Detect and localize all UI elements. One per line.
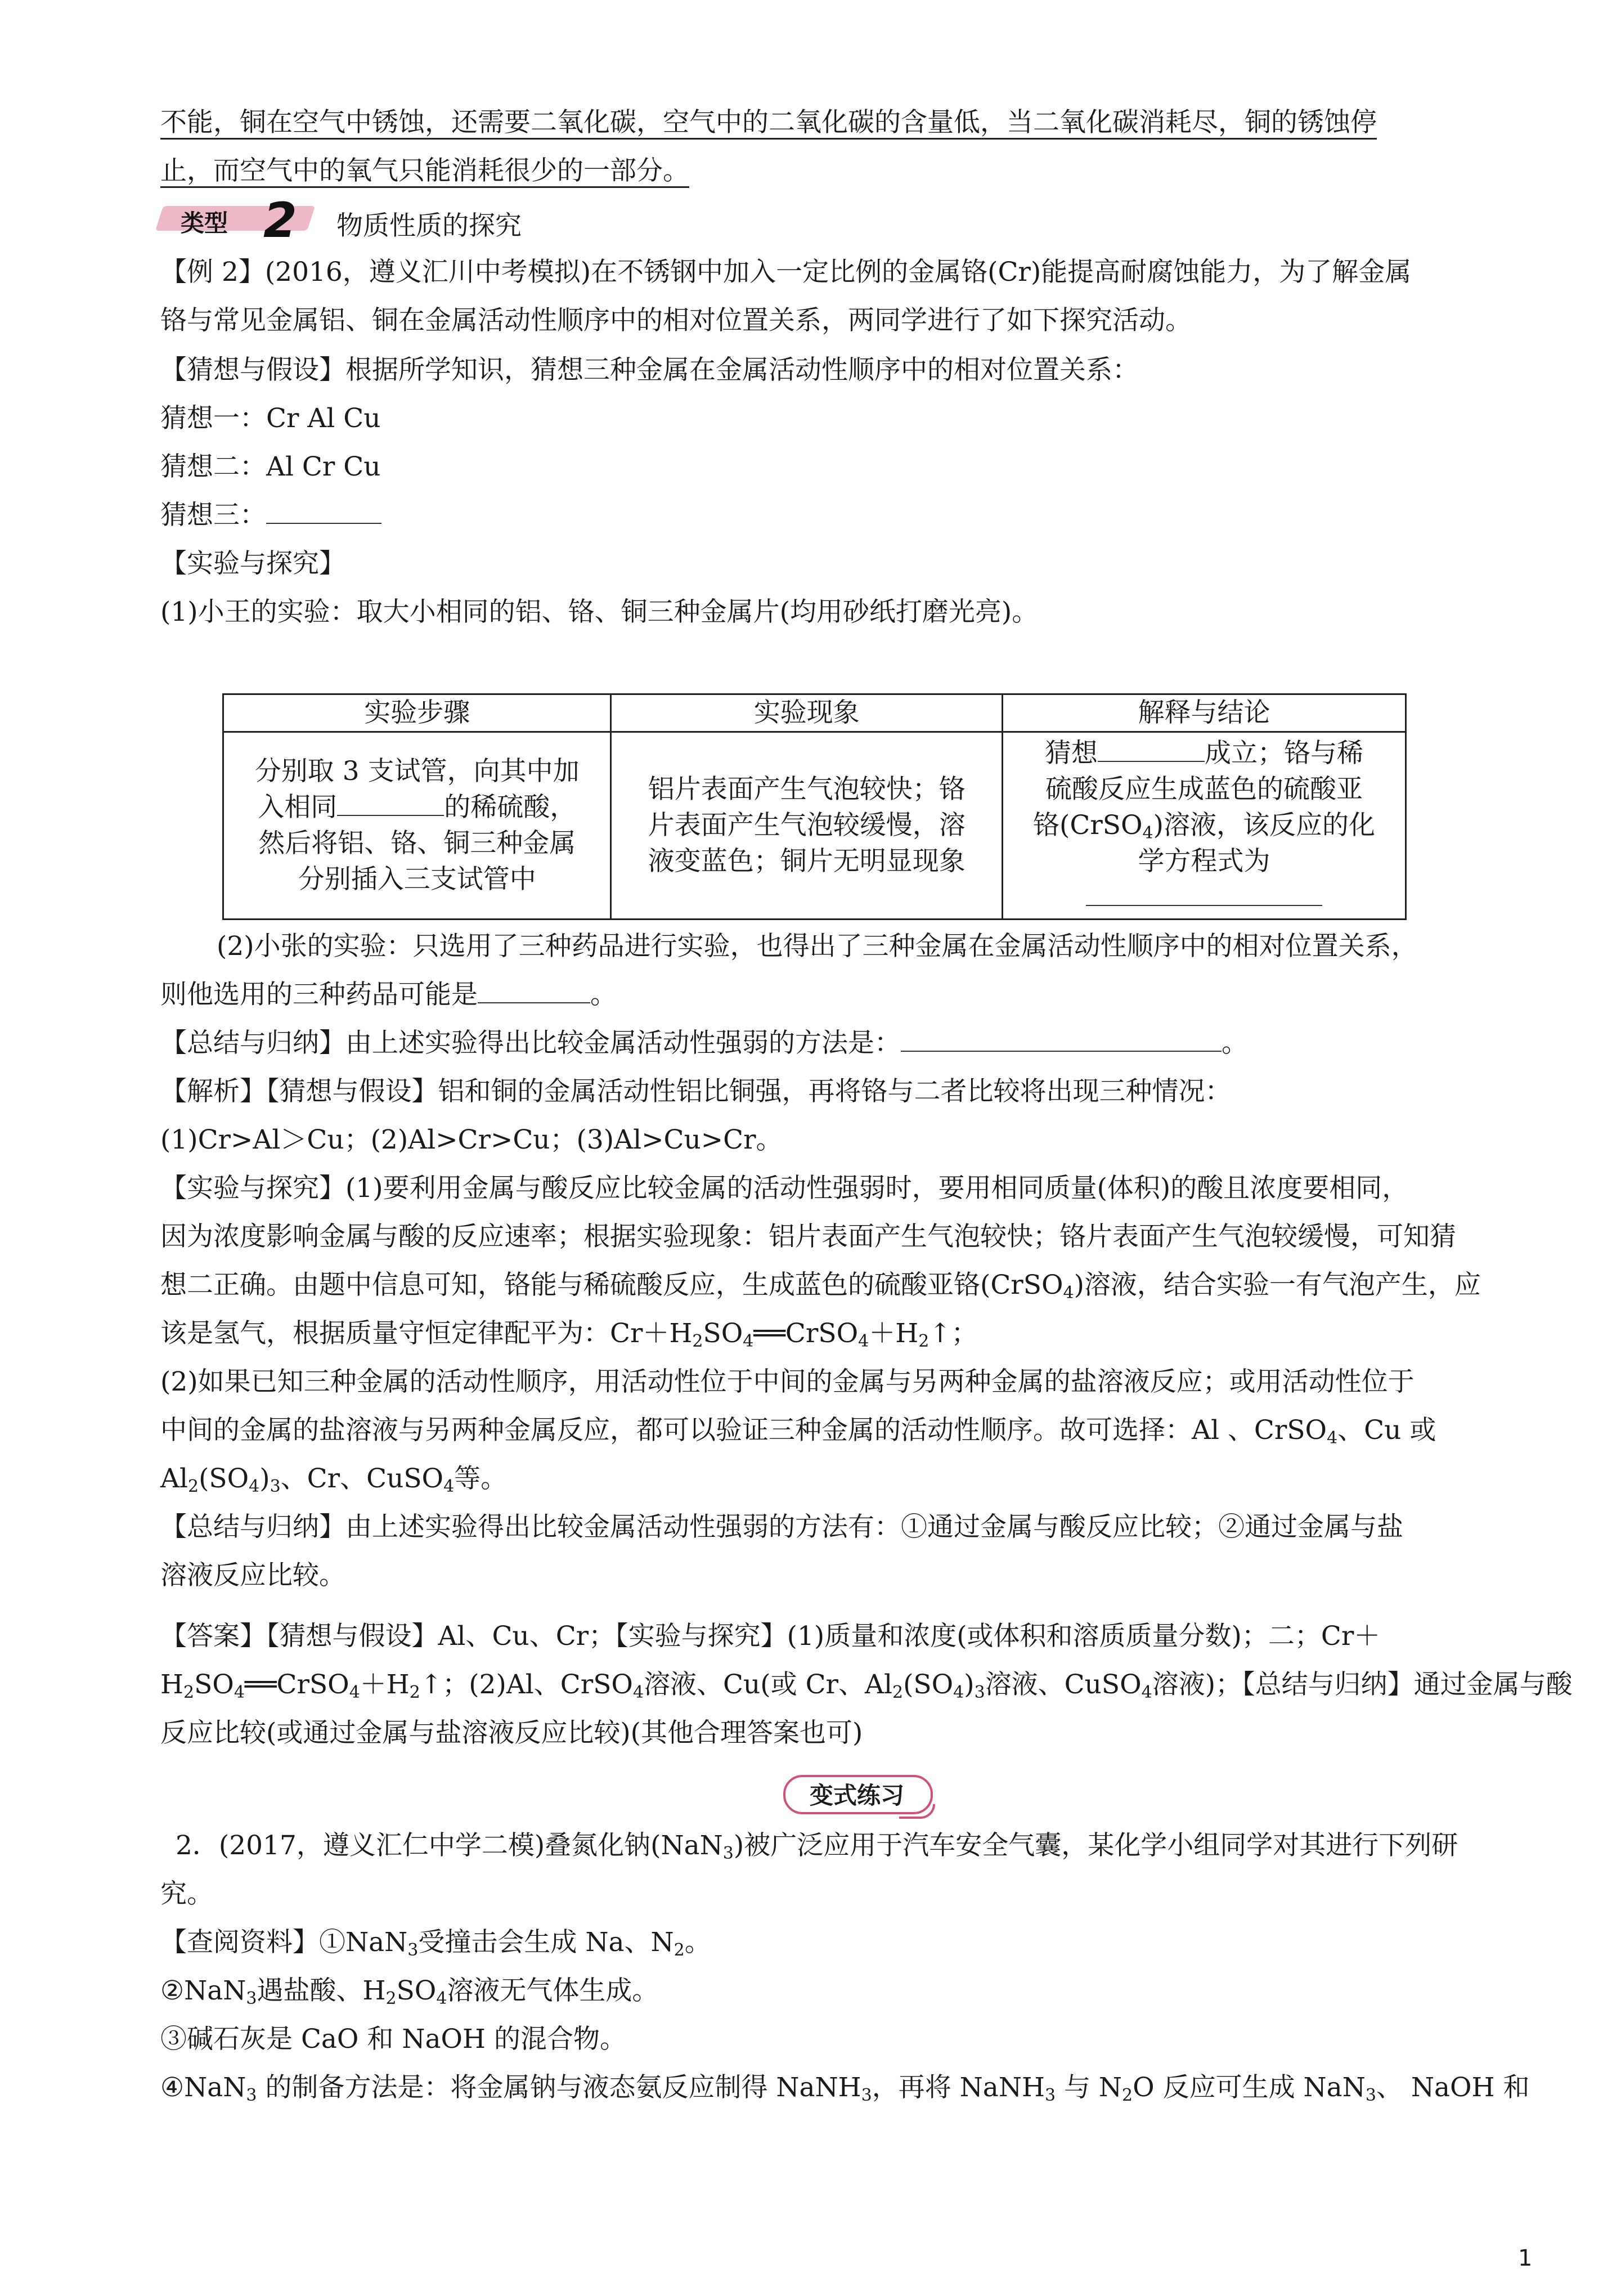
analysis-line-7: (2)如果已知三种金属的活动性顺序，用活动性位于中间的金属与另两种金属的盐溶液反应；或用活动性位于 (160, 1366, 1415, 1397)
acid-blank[interactable] (337, 792, 444, 816)
analysis-line-11: 溶液反应比较。 (160, 1560, 345, 1591)
page-number: 1 (1518, 2245, 1533, 2271)
analysis-line-5: 想二正确。由题中信息可知，铬能与稀硫酸反应，生成蓝色的硫酸亚铬(CrSO$_4$)溶液，结合实验一有气泡产生，应 (160, 1270, 1481, 1303)
section-title: 物质性质的探究 (336, 210, 522, 241)
analysis-line-4: 因为浓度影响金属与酸的反应速率；根据实验现象：铝片表面产生气泡较快；铬片表面产生气泡较缓慢，可知猜 (160, 1221, 1456, 1252)
guess-3-blank[interactable] (266, 500, 381, 524)
example-line-2: 铬与常见金属铝、铜在金属活动性顺序中的相对位置关系，两同学进行了如下探究活动。 (160, 305, 1192, 336)
answer-line-2: $H_2SO_4══CrSO_4+H_2↑$；(2)Al、CrSO$_4$溶液、Cu(或 Cr、$Al_2(SO_4)_3$溶液、CuSO$_4$溶液)；【总结与归纳】通过金属与酸 (160, 1669, 1573, 1702)
header-steps: 实验步骤 (223, 694, 611, 732)
guess-2: 猜想二：Al Cr Cu (160, 451, 381, 482)
cell-phenomenon: 铝片表面产生气泡较快；铬 片表面产生气泡较缓慢，溶 液变蓝色；铜片无明显现象 (611, 732, 1003, 920)
xiaozhang-line-1: (2)小张的实验：只选用了三种药品进行实验，也得出了三种金属在金属活动性顺序中的相对位置关系， (217, 931, 1418, 962)
table-row (223, 732, 1406, 920)
experiment-heading: 【实验与探究】 (160, 548, 345, 579)
experiment-table (222, 693, 1407, 920)
intro-line-1: 不能，铜在空气中锈蚀，还需要二氧化碳，空气中的二氧化碳的含量低，当二氧化碳消耗尽，铜的锈蚀停 (160, 105, 1533, 141)
q2-line-5: ③碱石灰是 CaO 和 NaOH 的混合物。 (160, 2024, 626, 2055)
header-phenomenon: 实验现象 (611, 694, 1003, 732)
xiaowang-experiment: (1)小王的实验：取大小相同的铝、铬、铜三种金属片(均用砂纸打磨光亮)。 (160, 597, 1039, 627)
table-header-row (223, 694, 1406, 732)
variant-label: 变式练习 (809, 1782, 904, 1809)
header-conclusion: 解释与结论 (1003, 694, 1406, 732)
q2-line-4: ②NaN$_3$遇盐酸、$H_2SO_4$溶液无气体生成。 (160, 1975, 659, 2008)
intro-line-2: 止，而空气中的氧气只能消耗很少的一部分。 (160, 153, 1533, 189)
method-blank[interactable] (901, 1028, 1222, 1052)
q2-line-6: ④NaN$_3$ 的制备方法是：将金属钠与液态氨反应制得 NaNH$_3$，再将 NaNH$_3$ 与 $N_2O$ 反应可生成 NaN$_3$、 NaOH 和 (160, 2072, 1530, 2105)
answer-line-1: 【答案】【猜想与假设】Al、Cu、Cr；【实验与探究】(1)质量和浓度(或体积和溶质质量分数)；二；Cr＋ (160, 1621, 1381, 1652)
xiaozhang-line-2: 则他选用的三种药品可能是 。 (160, 979, 617, 1010)
guess-blank[interactable] (1098, 738, 1205, 762)
analysis-line-1: 【解析】【猜想与假设】铝和铜的金属活动性铝比铜强，再将铬与二者比较将出现三种情况： (160, 1076, 1232, 1107)
drugs-blank[interactable] (478, 980, 590, 1003)
guess-heading: 【猜想与假设】根据所学知识，猜想三种金属在金属活动性顺序中的相对位置关系： (160, 355, 1139, 385)
guess-3: 猜想三： (160, 497, 1533, 533)
q2-line-3: 【查阅资料】①NaN$_3$受撞击会生成 Na、$N_2$。 (160, 1927, 711, 1960)
q2-line-1: 2．(2017，遵义汇仁中学二模)叠氮化钠(NaN$_3$)被广泛应用于汽车安全气囊，某化学小组同学对其进行下列研 (176, 1830, 1458, 1863)
cell-conclusion: 猜想 成立；铬与稀 硫酸反应生成蓝色的硫酸亚 铬(CrSO$_4$)溶液，该反应的化 学方程式为 (1003, 732, 1406, 920)
analysis-line-10: 【总结与归纳】由上述实验得出比较金属活动性强弱的方法有：①通过金属与酸反应比较；②通过金属与盐 (160, 1512, 1403, 1542)
type-badge-label: 类型 (181, 209, 228, 237)
q2-line-2: 究。 (160, 1878, 213, 1909)
summary-question: 【总结与归纳】由上述实验得出比较金属活动性强弱的方法是： 。 (160, 1028, 1248, 1059)
type-badge (159, 192, 322, 249)
analysis-line-6: 该是氢气，根据质量守恒定律配平为：$Cr+H_2SO_4══CrSO_4+H_2↑$； (160, 1318, 978, 1351)
analysis-line-8: 中间的金属的盐溶液与另两种金属反应，都可以验证三种金属的活动性顺序。故可选择：Al 、CrSO$_4$、Cu 或 (160, 1415, 1436, 1448)
guess-1: 猜想一：Cr Al Cu (160, 403, 381, 434)
analysis-line-9: $Al_2(SO_4)_3$、Cr、CuSO$_4$等。 (160, 1463, 508, 1496)
cell-steps: 分别取 3 支试管，向其中加 入相同 的稀硫酸， 然后将铝、铬、铜三种金属 分别插入三支试管中 (223, 732, 611, 920)
analysis-line-2: (1)Cr>Al＞Cu；(2)Al>Cr>Cu；(3)Al>Cu>Cr。 (160, 1124, 783, 1155)
analysis-line-3: 【实验与探究】(1)要利用金属与酸反应比较金属的活动性强弱时，要用相同质量(体积)的酸且浓度要相同， (160, 1173, 1409, 1204)
variant-practice-badge (775, 1772, 944, 1820)
type-badge-number: 2 (263, 192, 297, 249)
example-line-1: 【例 2】(2016，遵义汇川中考模拟)在不锈钢中加入一定比例的金属铬(Cr)能提高耐腐蚀能力，为了解金属 (160, 257, 1412, 288)
equation-blank[interactable] (1086, 882, 1322, 906)
answer-line-3: 反应比较(或通过金属与盐溶液反应比较)(其他合理答案也可) (160, 1717, 863, 1748)
